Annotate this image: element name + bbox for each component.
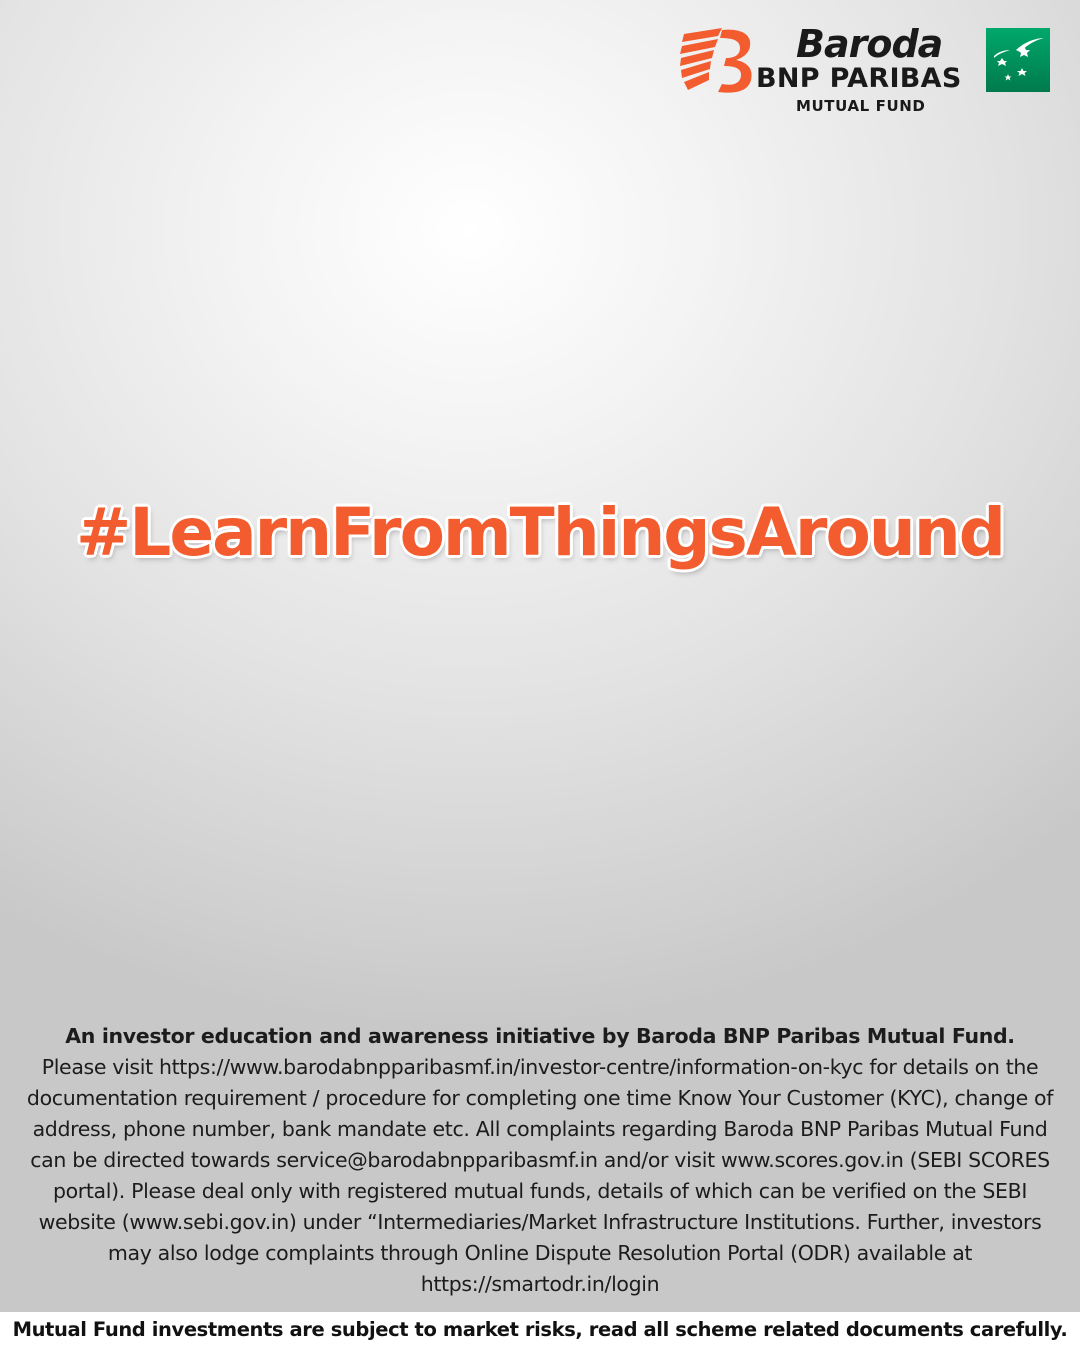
brand-name-bnp-paribas: BNP PARIBAS xyxy=(756,63,962,94)
investor-disclaimer xyxy=(22,1021,1058,1300)
market-risk-footer: Mutual Fund investments are subject to market risks, read all scheme related documents carefully. xyxy=(0,1312,1080,1350)
bnp-paribas-stars-icon xyxy=(986,28,1050,92)
baroda-sunburst-b-icon xyxy=(678,26,758,96)
disclaimer-body: Please visit https://www.barodabnpparibasmf.in/investor-centre/information-on-kyc for details on the documentation requirement / procedure for completing one time Know Your Customer (KYC), change of address, phone number, bank mandate etc. All complaints regarding Baroda BNP Paribas Mutual Fund can be directed towards service@barodabnpparibasmf.in and/or visit www.scores.gov.in (SEBI SCORES portal). Please deal only with registered mutual funds, details of which can be verified on the SEBI website (www.sebi.gov.in) under “Intermediaries/Market Infrastructure Institutions. Further, investors may also lodge complaints through Online Dispute Resolution Portal (ODR) available at https://smartodr.in/login xyxy=(26,1055,1054,1296)
brand-name-baroda: Baroda xyxy=(796,22,943,66)
campaign-hashtag: #LearnFromThingsAround xyxy=(75,494,1005,571)
disclaimer-lead: An investor education and awareness initiative by Baroda BNP Paribas Mutual Fund. xyxy=(65,1024,1015,1048)
brand-name-mutual-fund: MUTUAL FUND xyxy=(796,97,926,115)
brand-logo xyxy=(678,22,1050,118)
